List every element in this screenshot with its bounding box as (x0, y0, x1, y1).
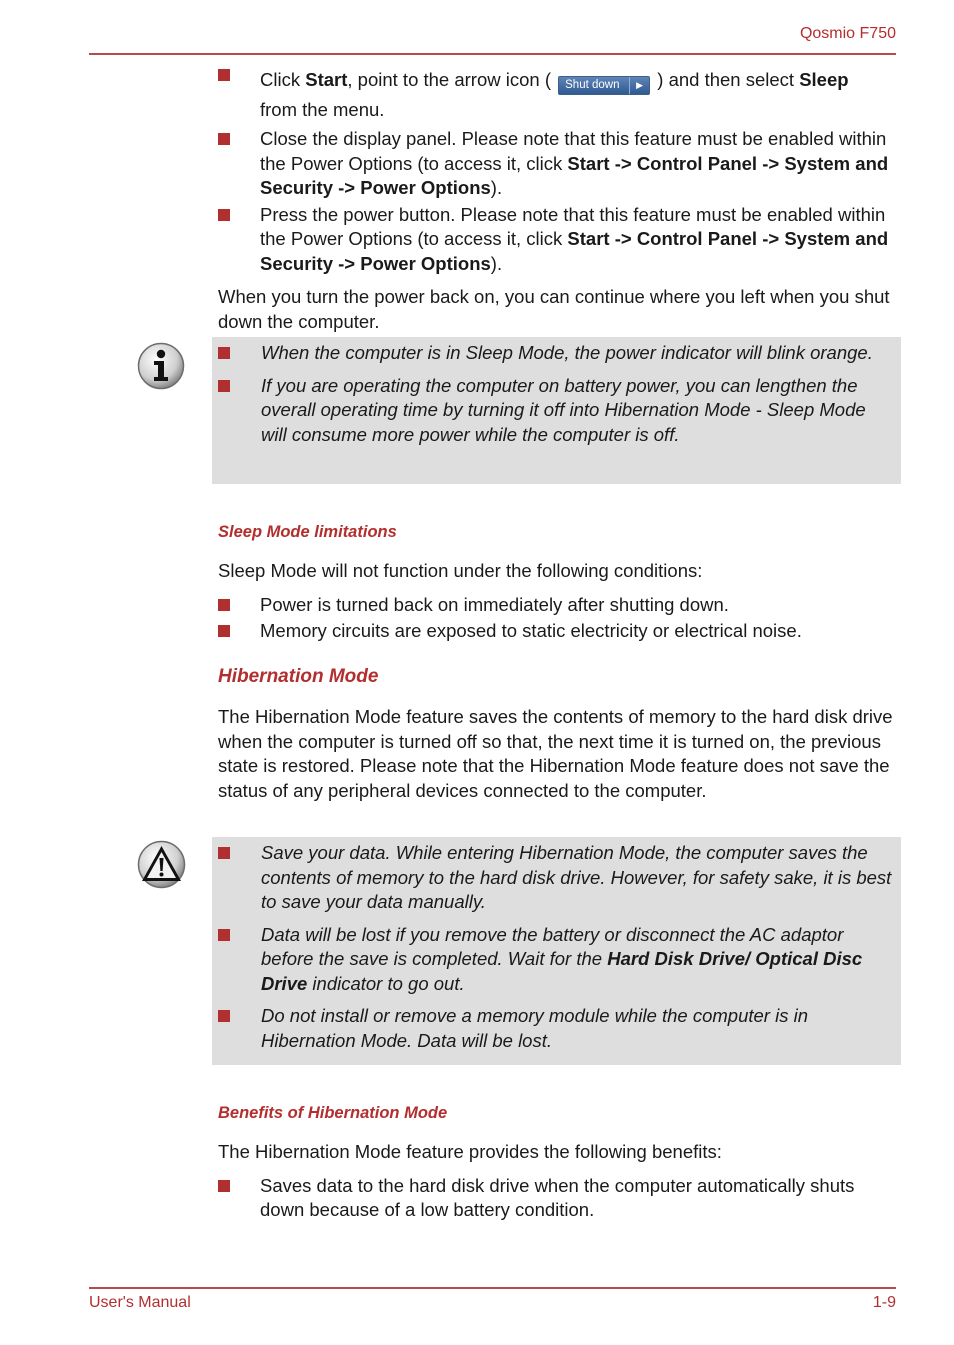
sleep-limitations-heading: Sleep Mode limitations (218, 523, 397, 541)
warning-note-list (218, 841, 893, 1053)
bullet-square (218, 209, 230, 221)
footer-manual-title: User's Manual (89, 1294, 191, 1311)
resume-paragraph: When you turn the power back on, you can continue where you left when you shut down the computer. (218, 286, 890, 332)
list-item: If you are operating the computer on battery power, you can lengthen the overall operating time by turning it off into Hibernation Mode - Sleep Mode will consume more power while the computer is off. (218, 374, 893, 448)
hibernation-block (218, 705, 898, 803)
bullet-square (218, 929, 230, 941)
list-item: Click Start, point to the arrow icon ( Shut down ▶ ) and then select Sleep from the menu. (218, 65, 898, 124)
hibernation-heading: Hibernation Mode (218, 666, 379, 687)
shutdown-button-image: Shut down ▶ (558, 76, 650, 95)
bullet-square (218, 847, 230, 859)
sleep-methods-list-block (218, 65, 898, 334)
sleep-limitations-block (218, 559, 898, 644)
footer-rule (89, 1287, 896, 1289)
bullet-square (218, 1010, 230, 1022)
bullet-square (218, 133, 230, 145)
warning-note-box (212, 837, 901, 1065)
list-item: Close the display panel. Please note that this feature must be enabled within the Power Options (to access it, click Start -> Control Panel -> System and Security -> Power Options). (218, 127, 898, 201)
info-note-list (218, 341, 893, 447)
header-rule (89, 53, 896, 55)
list-item: Press the power button. Please note that this feature must be enabled within the Power Options (to access it, click Start -> Control Panel -> System and Security -> Power Options). (218, 203, 898, 277)
arrow-right-icon: ▶ (629, 77, 649, 94)
info-note-box (212, 337, 901, 484)
bullet-square (218, 69, 230, 81)
sleep-limitations-list (218, 593, 898, 644)
list-item: When the computer is in Sleep Mode, the power indicator will blink orange. (218, 341, 893, 366)
info-icon (137, 342, 185, 390)
bullet-square (218, 625, 230, 637)
bullet-square (218, 1180, 230, 1192)
header-product-name: Qosmio F750 (799, 25, 896, 42)
benefits-block (218, 1140, 898, 1223)
list-item: Data will be lost if you remove the battery or disconnect the AC adaptor before the save is completed. Wait for the Hard Disk Drive/ Optical Disc Drive indicator to go out. (218, 923, 893, 997)
benefits-heading: Benefits of Hibernation Mode (218, 1104, 448, 1122)
list-item: Memory circuits are exposed to static electricity or electrical noise. (218, 619, 898, 644)
list-item: Do not install or remove a memory module while the computer is in Hibernation Mode. Data will be lost. (218, 1004, 893, 1053)
page-number: 1-9 (872, 1294, 896, 1311)
bullet-square (218, 347, 230, 359)
list-item: Save your data. While entering Hibernation Mode, the computer saves the contents of memory to the hard disk drive. However, for safety sake, it is best to save your data manually. (218, 841, 893, 915)
benefits-list (218, 1174, 898, 1223)
benefits-intro: The Hibernation Mode feature provides the following benefits: (218, 1141, 722, 1162)
list-item: Power is turned back on immediately after shutting down. (218, 593, 898, 618)
bullet-square (218, 599, 230, 611)
list-item: Saves data to the hard disk drive when the computer automatically shuts down because of a low battery condition. (218, 1174, 898, 1223)
sleep-methods-list (218, 65, 898, 276)
hibernation-paragraph: The Hibernation Mode feature saves the contents of memory to the hard disk drive when the computer is turned off so that, the next time it is turned on, the previous state is restored. Please note that the Hibernation Mode feature does not save the status of any peripheral devices connected to the computer. (218, 706, 893, 801)
sleep-limitations-intro: Sleep Mode will not function under the following conditions: (218, 560, 703, 581)
bullet-square (218, 380, 230, 392)
warning-icon (137, 840, 186, 889)
